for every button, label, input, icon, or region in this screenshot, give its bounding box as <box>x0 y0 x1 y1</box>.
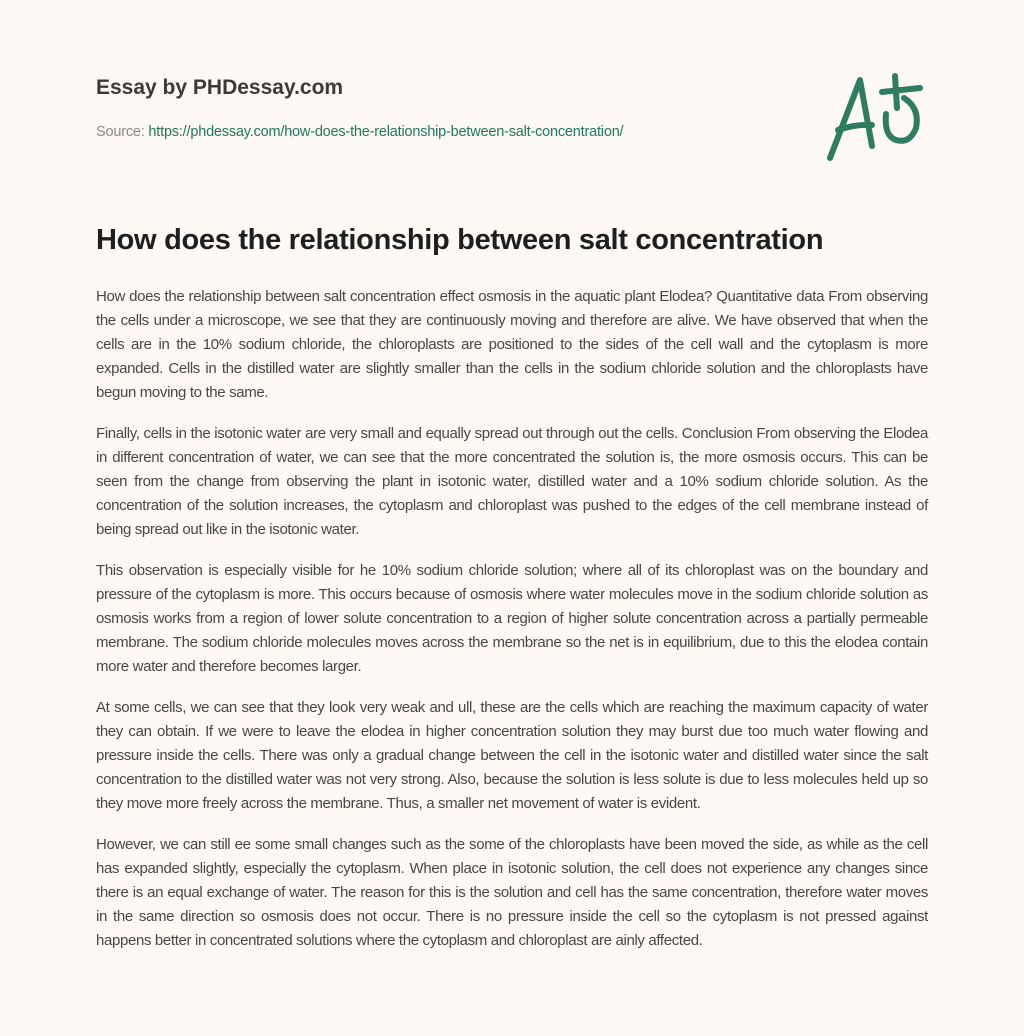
source-line <box>96 124 623 140</box>
brand-title: Essay by PHDessay.com <box>96 76 344 99</box>
paragraph: How does the relationship between salt concentration effect osmosis in the aquatic plant Elodea? Quantitative data From observing the cells under a microscope, we see that they are continuously moving and therefore are alive. We have observed that when the cells are in the 10% sodium chloride, the chloroplasts are positioned to the sides of the cell wall and the cytoplasm is more expanded. Cells in the distilled water are slightly smaller than the cells in the sodium chloride solution and the chloroplasts have begun moving to the same. <box>96 288 928 401</box>
paragraph: At some cells, we can see that they look very weak and ull, these are the cells which are reaching the maximum capacity of water they can obtain. If we were to leave the elodea in higher concentration solution they may burst due too much water flowing and pressure inside the cells. There was only a gradual change between the cell in the isotonic water and distilled water since the salt concentration to the distilled water was not very strong. Also, because the solution is less solute is due to less molecules held up so they move more freely across the membrane. Thus, a smaller net movement of water is evident. <box>96 699 928 812</box>
paragraph: Finally, cells in the isotonic water are very small and equally spread out through out the cells. Conclusion From observing the Elodea in different concentration of water, we can see that the more concentrated the solution is, the more osmosis occurs. This can be seen from the change from observing the plant in isotonic water, distilled water and a 10% sodium chloride solution. As the concentration of the solution increases, the cytoplasm and chloroplast was pushed to the edges of the cell membrane instead of being spread out like in the isotonic water. <box>96 425 928 538</box>
a-plus-logo-icon <box>820 68 930 168</box>
article-body <box>96 285 928 970</box>
paragraph: However, we can still ee some small changes such as the some of the chloroplasts have been moved the side, as while as the cell has expanded slightly, especially the cytoplasm. When place in isotonic solution, the cell does not experience any changes since there is an equal exchange of water. The reason for this is the solution and cell has the same concentration, therefore water moves in the same direction so osmosis does not occur. There is no pressure inside the cell so the cytoplasm is not pressed against happens better in concentrated solutions where the cytoplasm and chloroplast are ainly affected. <box>96 836 928 949</box>
source-link[interactable]: https://phdessay.com/how-does-the-relationship-between-salt-concentration/ <box>148 124 624 140</box>
article-title: How does the relationship between salt concentration <box>96 224 824 256</box>
source-label: Source: <box>96 124 145 140</box>
paragraph: This observation is especially visible for he 10% sodium chloride solution; where all of its chloroplast was on the boundary and pressure of the cytoplasm is more. This occurs because of osmosis where water molecules move in the sodium chloride solution as osmosis works from a region of lower solute concentration to a region of higher solute concentration across a partially permeable membrane. The sodium chloride molecules moves across the membrane so the net is in equilibrium, due to this the elodea contain more water and therefore becomes larger. <box>96 562 928 675</box>
